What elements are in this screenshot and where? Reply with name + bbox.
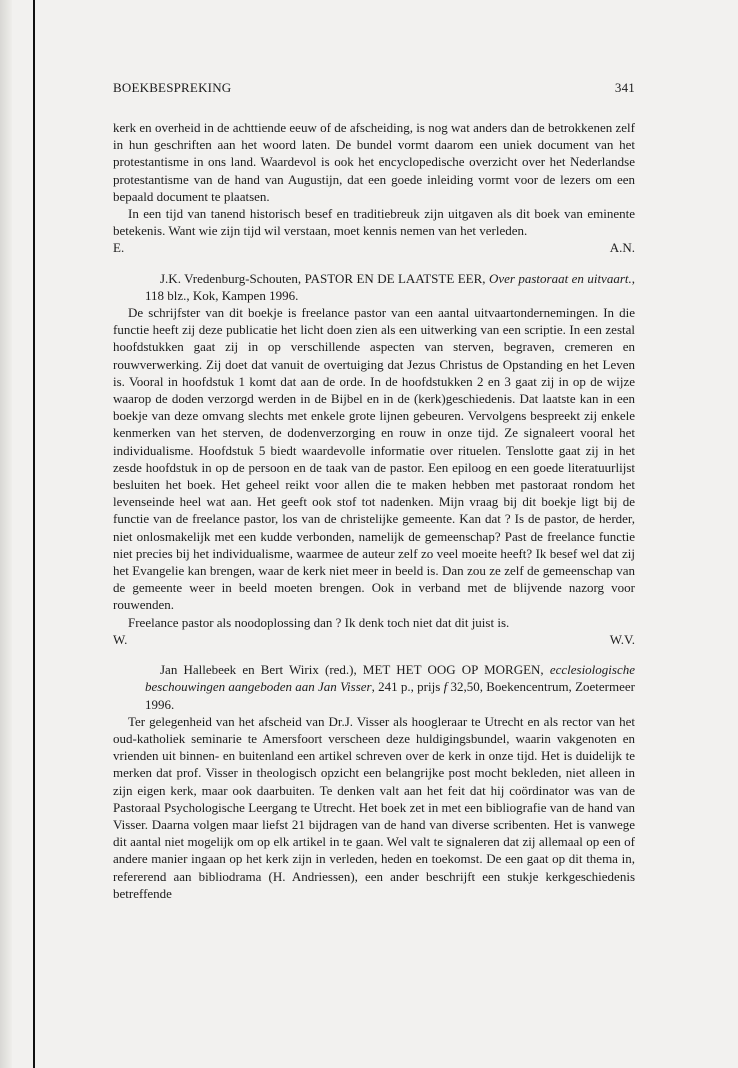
scan-edge-line [33,0,35,1068]
review1-sig-right: A.N. [609,240,635,256]
review3-paragraph-1: Ter gelegenheid van het afscheid van Dr.J. Visser als hoogleraar te Utrecht en als rector van het oud-katholiek seminarie te Amersfoort verscheen deze huldigingsbundel, waarin vakgenoten en vrienden uit binnen- en buitenland een artikel schreven over de kerk in onze tijd. Het is duidelijk te merken dat prof. Visser in theologisch opzicht een belangrijke post mocht bekleden, niet alleen in zijn eigen kerk, maar ook daarbuiten. Te denken valt aan het feit dat hij coördinator was van de Pastoraal Psychologische Leergang te Utrecht. Het boek zet in met een bibliografie van de hand van Visser. Daarna volgen maar liefst 21 bijdragen van de hand van diverse scribenten. Het is vanwege dit aantal niet mogelijk om op elk artikel in te gaan. Wel valt te signaleren dat zij allemaal op een of andere manier ingaan op het kerk zijn in verleden, heden en toekomst. De een gaat op dit thema in, refererend aan bibliodrama (H. Andriessen), een ander beschrijft een stukje kerkgeschiedenis betreffende [113,713,635,901]
page-body [113,119,635,902]
review2-ref-author-title: J.K. Vredenburg-Schouten, PASTOR EN DE LAATSTE EER, [160,270,489,286]
review1-sig-left: E. [113,240,125,256]
review3-ref-subtitle: ecclesiologische beschouwingen aangeboden aan Jan Visser [145,662,635,695]
review3-ref-currency: f [443,679,448,695]
review3-ref-publisher: 32,50, Boekencentrum, Zoetermeer 1996. [145,679,635,712]
review2-ref-publisher: , 118 blz., Kok, Kampen 1996. [145,270,635,303]
review3-ref-price-label: , 241 p., prijs [371,679,444,695]
review2-paragraph-2: Freelance pastor als noodoplossing dan ? Ik denk toch niet dat dit juist is. [128,614,510,630]
section-title: BOEKBESPREKING [113,80,232,95]
review2-book-reference [113,270,635,304]
review1-paragraph-2: In een tijd van tanend historisch besef en traditiebreuk zijn uitgaven als dit boek van eminente betekenis. Want wie zijn tijd wil verstaan, moet kennis nemen van het verleden. [113,206,635,239]
review2-sig-left: W. [113,631,128,647]
review2-sig-right: W.V. [609,631,635,647]
review2-signature [113,631,635,648]
review2-paragraph-1: De schrijfster van dit boekje is freelance pastor van een aantal uitvaartondernemingen. In die functie heeft zij deze publicatie het licht doen zien als een uitwerking van een scriptie. In een zestal hoofdstukken gaat zij in op verschillende aspecten van sterven, begraven, cremeren en rouwverwerking. Zij doet dat vanuit de overtuiging dat Jezus Christus de Opstanding en het Leven is. Vooral in hoofdstuk 1 komt dat aan de orde. In de hoofdstukken 2 en 3 gaat zij in op de wijze waarop de doden verzorgd werden in de Bijbel en in de (kerk)geschiedenis. Dat laatste kan in een boekje van deze omvang slechts met enkele grote lijnen gebeuren. Vervolgens bespreekt zij enkele kenmerken van het sterven, de dodenverzorging en rouw in onze tijd. Ze signaleert vooral het individualisme. Hoofdstuk 5 biedt waardevolle informatie over rituelen. Tenslotte gaat zij in het zesde hoofdstuk in op de persoon en de taak van de pastor. Een epiloog en een goede literatuurlijst besluiten het boek. Het geheel reikt voor allen die te maken hebben met pastoraat rondom het levenseinde heel wat aan. Het geeft ook stof tot nadenken. Mijn vraag bij dit boekje ligt bij de functie van de freelance pastor, los van de christelijke gemeente. Kan dat ? Is de pastor, de herder, niet onlosmakelijk met een kudde verbonden, namelijk de gemeenschap? Past de freelance functie niet precies bij het individualisme, waarmee de auteur zelf zo veel moeite heeft? Ik besef wel dat zij het Evangelie kan brengen, waar de kerk niet meer in beeld is. Dan zou ze zelf de gemeenschap van de gemeente weer in beeld moeten brengen. Ook in verband met de blijvende nazorg voor rouwenden. [113,305,635,613]
page-number: 341 [614,80,635,95]
page-binding-edge [0,0,12,1068]
review2-ref-subtitle: Over pastoraat en uitvaart. [488,270,632,286]
review1-paragraph-1: kerk en overheid in de achttiende eeuw of de afscheiding, is nog wat anders dan de betrokkenen zelf in hun geschriften aan het woord laten. De bundel vormt daarom een uniek document van het protestantisme in ons land. Waardevol is ook het encyclopedische overzicht over het Nederlandse protestantisme van de hand van Augustijn, dat een goede inleiding vormt voor de lezers om een bepaald document te plaatsen. [113,120,635,204]
review3-book-reference [113,661,635,713]
running-header [113,80,635,96]
review1-signature [113,239,635,256]
review3-ref-author-title: Jan Hallebeek en Bert Wirix (red.), MET HET OOG OP MORGEN, [160,662,550,678]
